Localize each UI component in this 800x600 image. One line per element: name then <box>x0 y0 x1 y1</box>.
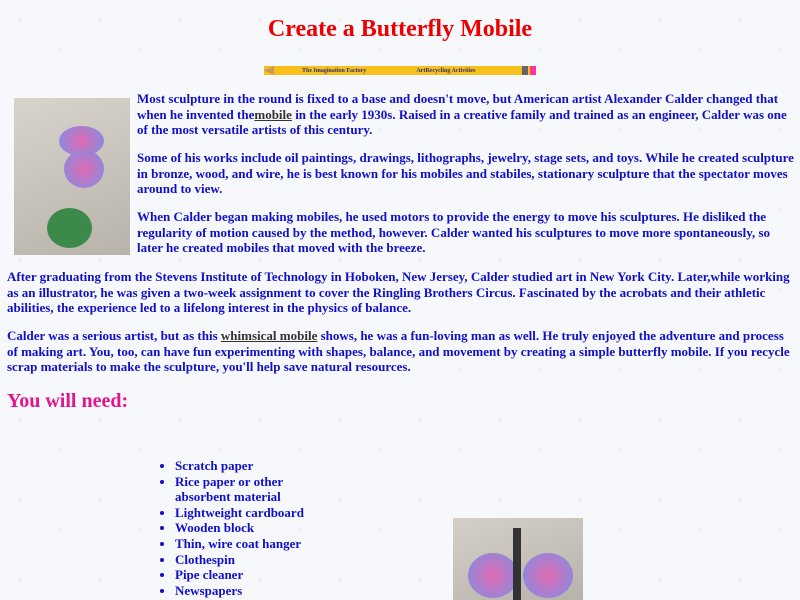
butterfly-mobile-photo <box>14 98 130 255</box>
list-item: • Pipe cleaner <box>175 567 304 583</box>
list-item: • Wooden block <box>175 520 304 536</box>
motors-paragraph: When Calder began making mobiles, he used motors to provide the energy to move his sculptures. He disliked the regularity of motion caused by the method, however. Calder wanted his sculptures to move more spontaneously, so later he created mobiles that moved with the breeze. <box>137 209 771 256</box>
whimsical-mobile-link[interactable]: whimsical mobile <box>220 328 318 343</box>
materials-list <box>135 458 304 598</box>
mobile-link[interactable]: mobile <box>254 106 292 122</box>
intro-paragraph: Most sculpture in the round is fixed to a base and doesn't move, but American artist Alexander Calder changed that when he invented themobile in the early 1930s. Raised in a creative family and trained as an engineer, Calder was one of the most versatile artists of this century. <box>137 91 787 138</box>
fun-paragraph: Calder was a serious artist, but as this whimsical mobile shows, he was a fun-loving man as well. He truly enjoyed the adventure and process of making art. You, too, can have fun experimenting with shapes, balance, and movement by creating a simple butterfly mobile. If you recycle scrap materials to make the sculpture, you'll help save natural resources. <box>7 328 790 375</box>
butterfly-photo <box>453 518 583 600</box>
circus-paragraph: After graduating from the Stevens Institute of Technology in Hoboken, New Jersey, Calder studied art in New York City. Later,while working as an illustrator, he was given a two-week assignment to cover the Ringling Brothers Circus. Fascinated by the acrobats and their athletic abilities, the experience led to a lifelong interest in the physics of balance. <box>7 269 790 316</box>
pencil-tip-icon <box>264 66 274 75</box>
list-item: absorbent material <box>175 489 281 505</box>
list-item: • Rice paper or other <box>175 474 304 490</box>
nav-link-artrecycling[interactable]: ArtRecycling Activities <box>416 67 476 74</box>
list-item: • Clothespin <box>175 552 304 568</box>
list-item: • Scratch paper <box>175 458 304 474</box>
list-item: • Lightweight cardboard <box>175 505 304 521</box>
nav-link-imagination-factory[interactable]: The Imagination Factory <box>302 67 367 74</box>
pencil-nav-bar <box>264 66 536 75</box>
pencil-eraser-icon <box>530 66 536 75</box>
list-item: • Thin, wire coat hanger <box>175 536 304 552</box>
list-item: • Newspapers <box>175 583 304 599</box>
pencil-band-icon <box>522 66 528 75</box>
you-will-need-heading: You will need: <box>7 390 129 412</box>
page-title: Create a Butterfly Mobile <box>267 16 533 42</box>
works-paragraph: Some of his works include oil paintings, drawings, lithographs, jewelry, stage sets, and toys. While he created sculpture in bronze, wood, and wire, he is best known for his mobiles and stabiles, stationary sculpture that the spectator moves around to view. <box>137 150 794 197</box>
